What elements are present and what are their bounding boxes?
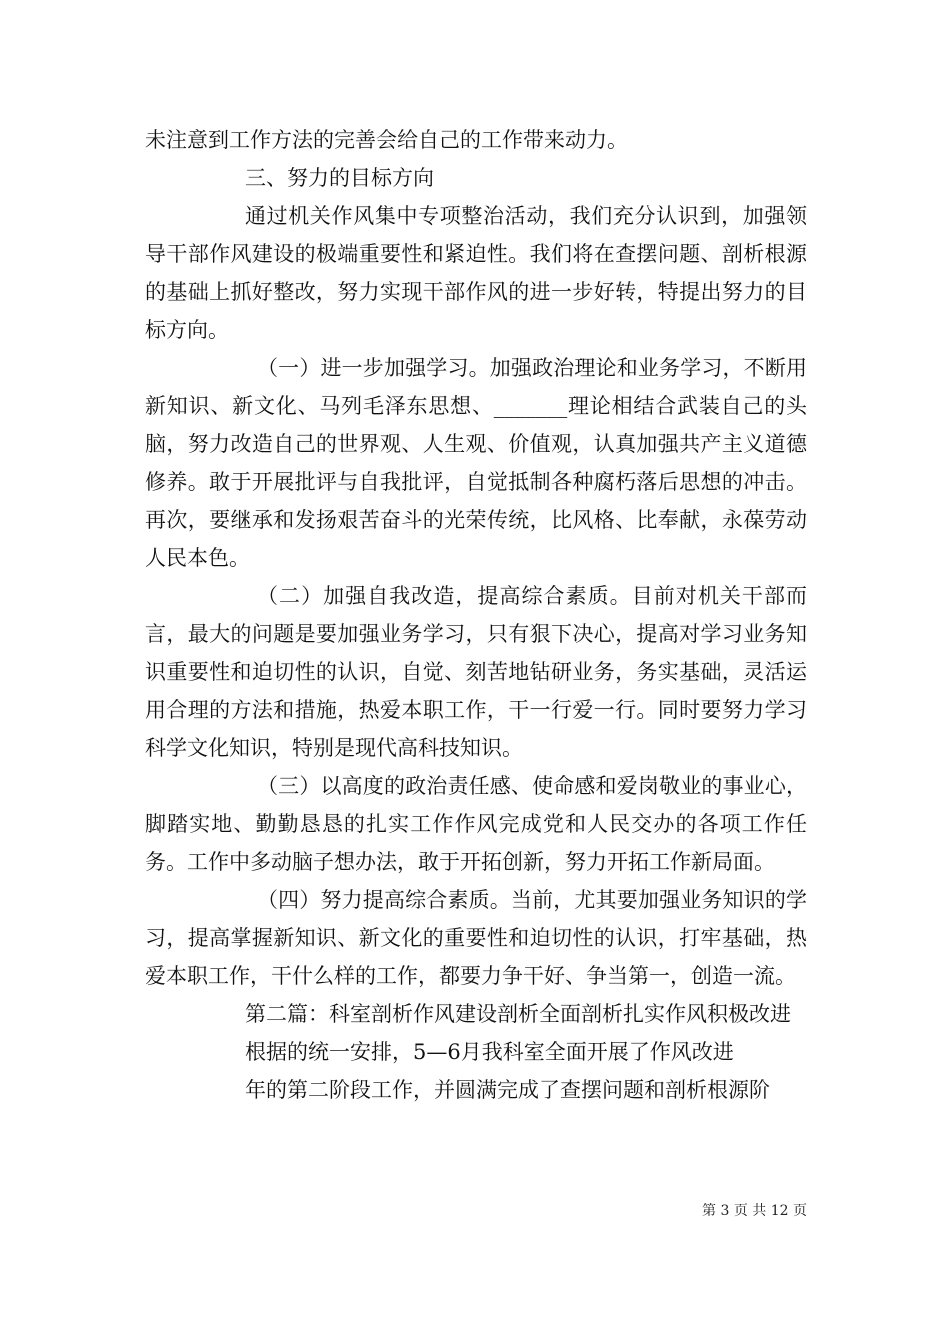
paragraph-item-3: （三）以高度的政治责任感、使命感和爱岗敬业的事业心，脚踏实地、勤勤恳恳的扎实工作作风完成党和人民交办的各项工作任务。工作中多动脑子想办法，敢于开拓创新，努力开拓工作新局面。 bbox=[145, 774, 807, 874]
paragraph-item-4: （四）努力提高综合素质。当前，尤其要加强业务知识的学习，提高掌握新知识、新文化的重要性和迫切性的认识，打牢基础，热爱本职工作，干什么样的工作，都要力争干好、争当第一，创造一流。 bbox=[145, 888, 807, 988]
paragraph-chapter-line-2: 年的第二阶段工作，并圆满完成了查摆问题和剖析根源阶 bbox=[245, 1078, 770, 1102]
page-number: 第 3 页 共 12 页 bbox=[702, 1203, 807, 1219]
paragraph-item-1: （一）进一步加强学习。加强政治理论和业务学习，不断用新知识、新文化、马列毛泽东思想、_______理论相结合武装自己的头脑，努力改造自己的世界观、人生观、价值观，认真加强共产主义道德修养。敢于开展批评与自我批评，自觉抵制各种腐朽落后思想的冲击。再次，要继承和发扬艰苦奋斗的光荣传统，比风格、比奉献，永葆劳动人民本色。 bbox=[145, 356, 807, 570]
section-heading: 三、努力的目标方向 bbox=[245, 166, 434, 190]
paragraph-continuation: 未注意到工作方法的完善会给自己的工作带来动力。 bbox=[145, 128, 628, 152]
paragraph-item-2: （二）加强自我改造，提高综合素质。目前对机关干部而言，最大的问题是要加强业务学习，只有狠下决心，提高对学习业务知识重要性和迫切性的认识，自觉、刻苦地钻研业务，务实基础，灵活运用合理的方法和措施，热爱本职工作，干一行爱一行。同时要努力学习科学文化知识，特别是现代高科技知识。 bbox=[145, 584, 807, 760]
chapter-heading: 第二篇：科室剖析作风建设剖析全面剖析扎实作风积极改进 bbox=[245, 1002, 791, 1026]
document-body bbox=[145, 121, 807, 1109]
paragraph-chapter-line-1: 根据的统一安排，5—6月我科室全面开展了作风改进 bbox=[245, 1040, 734, 1064]
paragraph-intro: 通过机关作风集中专项整治活动，我们充分认识到，加强领导干部作风建设的极端重要性和紧迫性。我们将在查摆问题、剖析根源的基础上抓好整改，努力实现干部作风的进一步好转，特提出努力的目标方向。 bbox=[145, 204, 807, 342]
